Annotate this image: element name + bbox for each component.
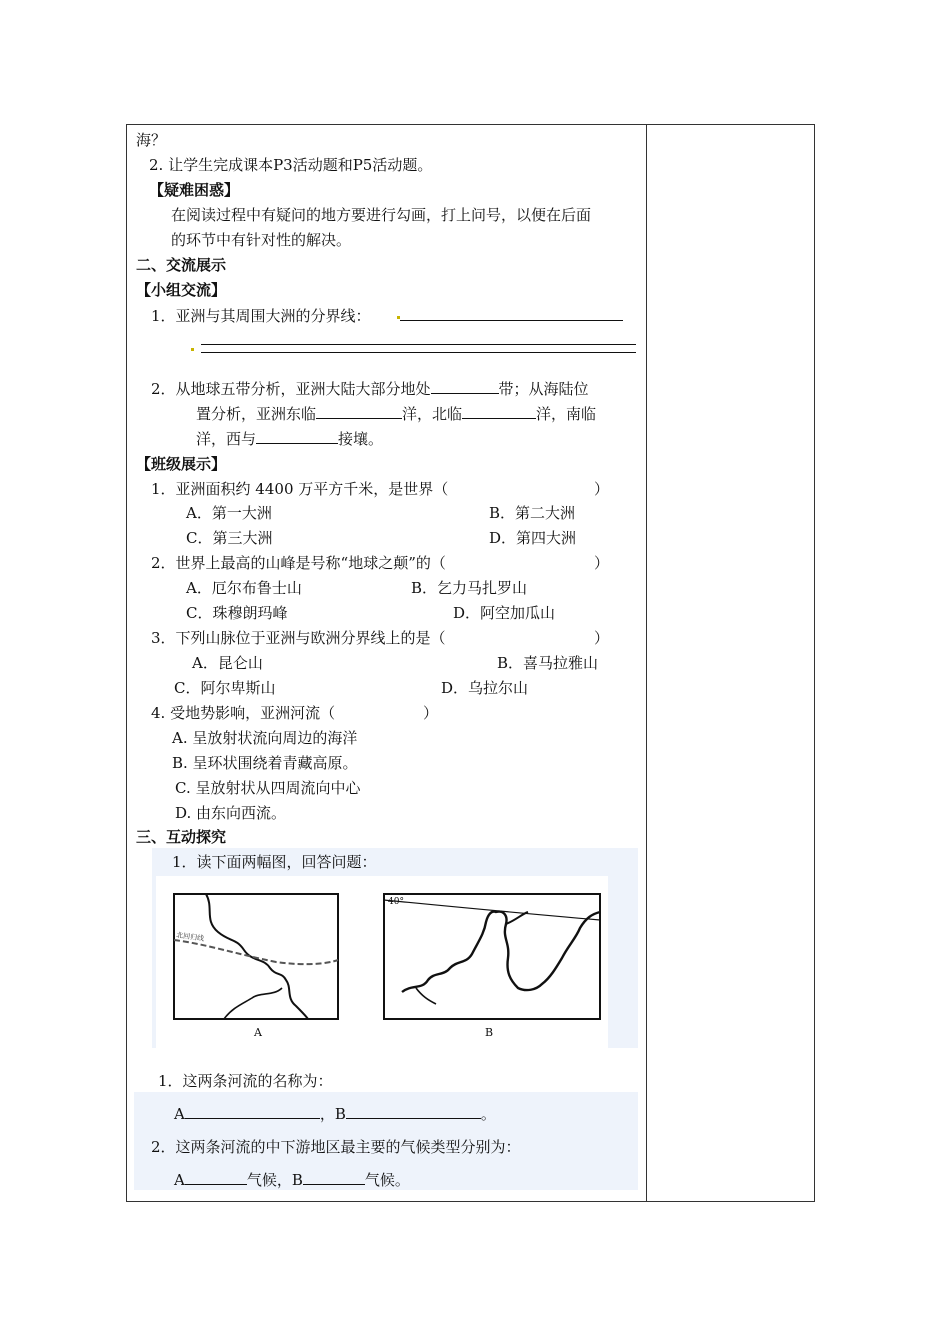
explore-q2-answer: A 气候，B 气候。 [174, 1171, 410, 1189]
mc3-option-b[interactable]: B．喜马拉雅山 [497, 654, 599, 672]
mc2-option-c[interactable]: C．珠穆朗玛峰 [186, 604, 288, 622]
group-q2-line2: 置分析，亚洲东临 洋，北临 洋，南临 [196, 405, 597, 423]
mc3-close: ） [594, 629, 610, 647]
explore-intro: 1．读下面两幅图，回答问题： [172, 853, 377, 871]
doubt-heading: 【疑难困惑】 [149, 181, 240, 199]
task-2: 2. 让学生完成课本P3活动题和P5活动题。 [149, 156, 433, 174]
north-ocean-blank[interactable] [462, 404, 536, 419]
group-q2-line3: 洋，西与 接壤。 [196, 430, 384, 448]
river-maps [166, 880, 606, 1040]
mc3-stem: 3．下列山脉位于亚洲与欧洲分界线上的是（ [151, 629, 446, 647]
section-2-heading: 二、交流展示 [136, 256, 227, 274]
mc4-close: ） [423, 704, 439, 722]
mc4-option-a[interactable]: A. 呈放射状流向周边的海洋 [172, 729, 358, 747]
shaded-block [152, 876, 156, 1048]
east-ocean-blank[interactable] [316, 404, 402, 419]
tropic-label: 北回归线 [175, 931, 205, 943]
answer-line-1[interactable] [400, 320, 623, 321]
latitude-line [384, 900, 600, 920]
climate-a-blank[interactable] [185, 1170, 247, 1185]
map-b [384, 894, 600, 1019]
map-a-label: A [254, 1026, 262, 1039]
doubt-text-2: 的环节中有针对性的解决。 [171, 231, 352, 249]
mc2-option-b[interactable]: B．乞力马扎罗山 [411, 579, 528, 597]
mc4-option-b[interactable]: B. 呈环状围绕着青藏高原。 [172, 754, 358, 772]
mc1-option-d[interactable]: D．第四大洲 [489, 529, 577, 547]
river-a-tributary [224, 988, 282, 1019]
mc1-option-a[interactable]: A．第一大洲 [186, 504, 272, 522]
tropic-line [174, 940, 338, 964]
west-border-blank[interactable] [256, 429, 338, 444]
latitude-label: 40° [388, 897, 404, 907]
shaded-block [608, 876, 638, 1048]
group-q1: 1．亚洲与其周围大洲的分界线： [151, 307, 371, 325]
explore-q1: 1．这两条河流的名称为： [158, 1072, 333, 1090]
river-b-tributary [416, 988, 436, 1004]
mc2-stem: 2．世界上最高的山峰是号称“地球之颠”的（ [151, 554, 446, 572]
mark-dot [191, 348, 194, 351]
column-divider [646, 124, 647, 1202]
mc4-option-c[interactable]: C. 呈放射状从四周流向中心 [175, 779, 361, 797]
group-q2-line1: 2．从地球五带分析，亚洲大陆大部分地处 带；从海陆位 [151, 380, 589, 398]
mc4-stem: 4. 受地势影响，亚洲河流（ [151, 704, 336, 722]
map-figure [166, 880, 606, 1040]
section-3-heading: 三、互动探究 [136, 828, 227, 846]
river-b-bend [506, 912, 528, 924]
map-b-label: B [485, 1026, 494, 1039]
river-b [402, 911, 600, 992]
text-sea: 海？ [136, 131, 167, 149]
mark-dot [397, 316, 400, 319]
doubt-text-1: 在阅读过程中有疑问的地方要进行勾画，打上问号，以便在后面 [171, 206, 592, 224]
mc2-option-a[interactable]: A．厄尔布鲁士山 [186, 579, 302, 597]
explore-q1-answer: A ，B 。 [174, 1105, 496, 1123]
map-a [174, 894, 338, 1019]
answer-line-3[interactable] [201, 352, 636, 353]
mc1-option-b[interactable]: B．第二大洲 [489, 504, 576, 522]
mc4-option-d[interactable]: D. 由东向西流。 [175, 804, 287, 822]
map-a-border [174, 894, 338, 1019]
group-heading: 【小组交流】 [136, 281, 227, 299]
class-heading: 【班级展示】 [136, 455, 227, 473]
mc1-option-c[interactable]: C．第三大洲 [186, 529, 273, 547]
zone-blank[interactable] [431, 379, 499, 394]
mc2-close: ） [594, 554, 610, 572]
climate-b-blank[interactable] [303, 1170, 365, 1185]
mc2-option-d[interactable]: D．阿空加瓜山 [453, 604, 556, 622]
mc1-close: ） [594, 480, 610, 498]
river-a [206, 894, 308, 1019]
answer-line-2[interactable] [201, 344, 636, 345]
mc3-option-d[interactable]: D．乌拉尔山 [441, 679, 529, 697]
explore-q2: 2．这两条河流的中下游地区最主要的气候类型分别为： [151, 1138, 521, 1156]
mc3-option-c[interactable]: C．阿尔卑斯山 [174, 679, 276, 697]
river-b-name-blank[interactable] [346, 1104, 481, 1119]
river-a-name-blank[interactable] [185, 1104, 320, 1119]
mc3-option-a[interactable]: A．昆仑山 [192, 654, 263, 672]
mc1-stem: 1．亚洲面积约 4400 万平方千米，是世界（ [151, 480, 449, 498]
